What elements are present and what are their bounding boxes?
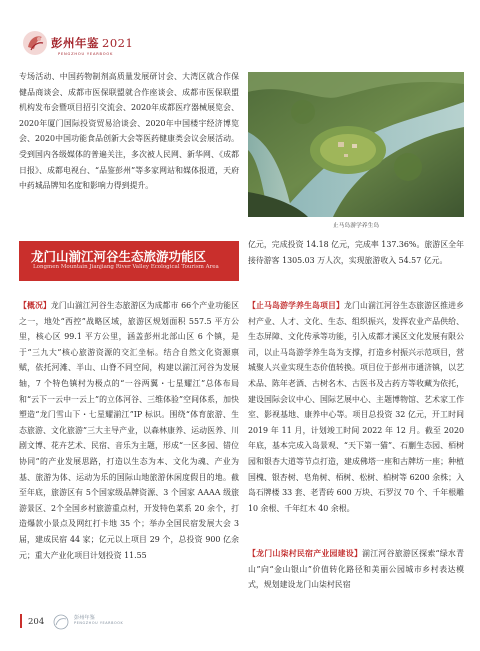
page-marker-icon bbox=[20, 614, 24, 628]
footer-logo-icon bbox=[52, 614, 70, 630]
page-number: 204 bbox=[28, 617, 45, 627]
homestay-paragraph bbox=[248, 546, 464, 593]
yearbook-logo-icon bbox=[22, 30, 48, 56]
left-column-bottom bbox=[19, 298, 239, 563]
overview-text: 龙门山湔江河谷生态旅游区为成都市 66个产业功能区之一，地处“西控”战略区域，旅游区规划面积 557.5 平方公里，核心区 99.1 平方公里，涵盖彭州北部山区 6 个镇，是于“三九大”核心旅游资源的交汇坐标。结合自然文化资源禀赋，依托河滩、半山、山脊不同空间，构建以湔江河谷为发展轴，7 个特色镇村为极点的“一谷两翼・七星耀江”总体布局和“云下一云中一云上”的立体河谷、三维体验”空间体系，加快塑造“龙门雪山下・七星耀湔江”IP 标识。围绕“体育旅游、生态旅游、文化旅游”三大主导产业，以森林康养、运动医养、川剧文博、花卉艺术、民宿、音乐为主题，形成“一区多园、错位协同”的产业发展思路，打造以生态为本、文化为魂、产业为基、旅游为体、运动为乐的国际山地旅游休闲度假目的地。截至年底，旅游区有 5个国家级品牌资源、3 个国家 AAAA 级旅游景区、2个全国乡村旅游重点村，开发特色菜系 20 余个，打造爆款小景点及网红打卡地 35 个；举办全国民宿发展大会 3 届，建成民宿 44 家；亿元以上项目 29 个，总投资 900 亿余元；重大产业化项目计划投资 11.55 bbox=[19, 301, 239, 560]
footer-subtitle-en: PENGZHOU YEARBOOK bbox=[74, 621, 124, 625]
yearbook-year: 2021 bbox=[102, 36, 134, 50]
right-column-middle bbox=[248, 298, 464, 516]
aerial-photo bbox=[248, 72, 464, 217]
yearbook-subtitle-en: PENGZHOU YEARBOOK bbox=[58, 52, 114, 56]
left-column-top bbox=[19, 69, 239, 194]
page-header bbox=[0, 0, 480, 62]
page-footer bbox=[0, 610, 480, 651]
homestay-text: 湔江河谷旅游区探索“绿水青山”向“金山银山”价值转化路径和美丽公园城市乡村表达模式，规划建设龙门山柒村民宿 bbox=[248, 549, 464, 590]
paragraph: 亿元，完成投资 14.18 亿元，完成率 137.36%。旅游区全年接待游客 1305.03 万人次，实现旅游收入 54.57 亿元。 bbox=[248, 240, 464, 265]
paragraph: 专场活动、中国药物制剂高质量发展研讨会、大湾区就合作保健品商谈会、成都市医保联盟就合作座谈会、成都市医保联盟机构发布会暨项目招引交流会、2020年成都医疗器械展览会、2020年厦门国际投资贸易洽谈会、2020年中国楼宇经济博览会、2020中国功能食品创新大会等医药健康类会议会展活动。受到国内各级媒体的普遍关注，多次被人民网、新华网、《成都日报》、成都电视台、“品鉴彭州”等多家网站和媒体报道，天府中药城品牌知名度和影响力得到提升。 bbox=[19, 72, 239, 191]
zhima-island-text: 龙门山湔江河谷生态旅游区推进乡村产业、人才、文化、生态、组织振兴，发挥农业产品供给、生态屏障、文化传承等功能，引入成都才溪区文化发展有限公司，以止马岛游学养生岛为支撑，打造乡村振兴示范项目，营城聚人兴业实现生态价值转换。项目位于彭州市通济镇，以艺术品、陈年老酒、古树名木、古医书及古药方等收藏为依托，建设国际会议中心、国际艺展中心、主题博物馆、艺术家工作室、影视基地、康养中心等。项目总投资 32 亿元，开工时间 2019 年 11 月，计划竣工时间 2022 年 12 月。截至 2020 年底，基本完成入岛景观、“天下第一猫”、石蒯生态园、栢树园和银杏大道等节点打造，建成佛塔一座和古牌坊一座；种植国槐、银杏树、皂角树、栢树、松树、柏树等 6200 余株；入岛石牌楼 33 套、老青砖 600 万块、石罗汉 70 个、千年根雕 10 余根、千年红木 40 余根。 bbox=[248, 301, 464, 513]
overview-paragraph bbox=[19, 298, 239, 563]
yearbook-name: 彭州年鉴 bbox=[51, 36, 99, 50]
section-title-zh: 龙门山湔江河谷生态旅游功能区 bbox=[31, 249, 207, 264]
section-heading bbox=[19, 241, 239, 281]
right-column-bottom bbox=[248, 546, 464, 593]
right-column-top bbox=[248, 237, 464, 268]
photo-caption: 止马岛游学养生岛 bbox=[332, 223, 380, 229]
homestay-tag: 【龙门山柒村民宿产业园建设】 bbox=[248, 549, 363, 558]
yearbook-title bbox=[51, 35, 133, 51]
zhima-island-tag: 【止马岛游学养生岛项目】 bbox=[248, 301, 345, 310]
aerial-island-image bbox=[248, 72, 464, 217]
overview-tag: 【概况】 bbox=[19, 301, 51, 310]
section-title-en: Longmen Mountain Jianjiang River Valley Ecological Tourism Area bbox=[33, 264, 219, 270]
footer-title: 彭州年鉴 bbox=[74, 615, 95, 621]
zhima-island-paragraph bbox=[248, 298, 464, 516]
